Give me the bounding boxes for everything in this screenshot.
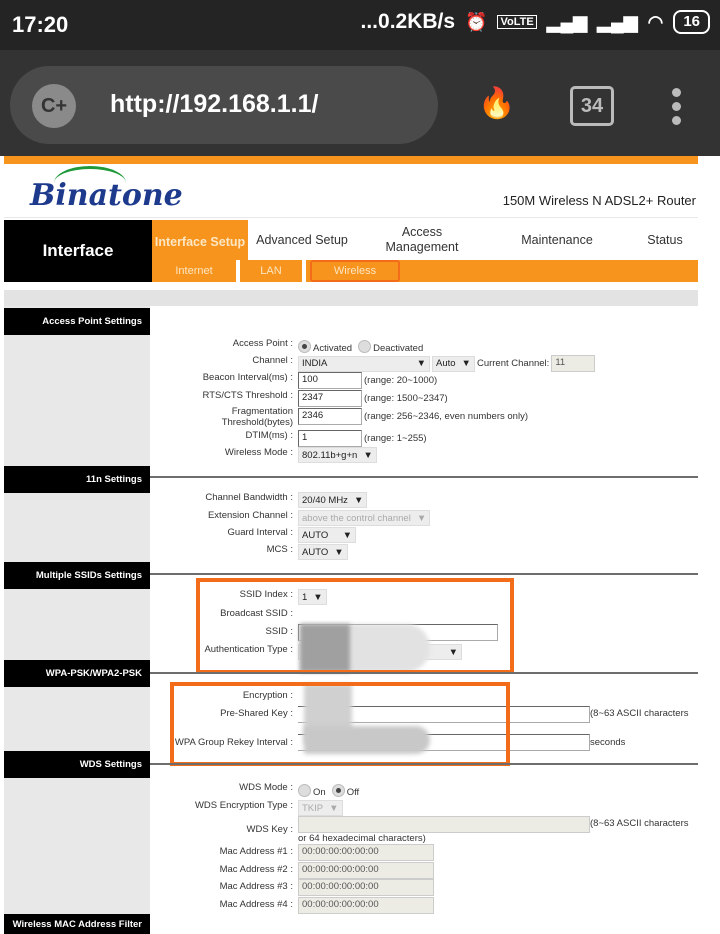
hint: (8~63 ASCII characters	[590, 708, 689, 719]
wds-key-row	[150, 818, 698, 844]
label: Mac Address #3 :	[219, 881, 293, 892]
mac-address-3-input: 00:00:00:00:00:00	[298, 879, 434, 896]
wireless-mode-select[interactable]	[298, 447, 377, 463]
select-value: INDIA	[302, 358, 328, 369]
wds-encryption-select	[298, 800, 343, 816]
label-line: Threshold(bytes)	[221, 417, 293, 428]
dropdown-arrow-icon: ▼	[448, 646, 458, 658]
select-value: 20/40 MHz	[302, 494, 348, 506]
hint: (range: 1500~2347)	[364, 393, 448, 404]
fragmentation-row	[150, 406, 698, 432]
label: DTIM(ms) :	[245, 430, 293, 441]
dtim-row	[150, 430, 698, 448]
activated-radio[interactable]	[298, 340, 311, 353]
tab-interface-setup[interactable]: Interface Setup	[152, 220, 248, 264]
dropdown-arrow-icon: ▼	[363, 449, 373, 461]
deactivated-radio[interactable]	[358, 340, 371, 353]
section-divider	[150, 763, 698, 765]
tab-status[interactable]: Status	[647, 232, 683, 247]
mcs-select[interactable]	[298, 544, 348, 560]
extension-channel-row	[150, 510, 698, 528]
select-value: 802.11b+g+n	[302, 449, 358, 461]
sidebar	[4, 306, 150, 926]
label: MCS :	[266, 544, 293, 555]
extension-channel-select	[298, 510, 430, 526]
label: Access Point :	[232, 338, 293, 349]
section-mac-filter: Wireless MAC Address Filter	[4, 914, 150, 934]
current-channel-field: 11	[551, 355, 595, 372]
hint: (range: 256~2346, even numbers only)	[364, 411, 528, 422]
highlight-ssid-box	[196, 578, 514, 674]
dropdown-arrow-icon: ▼	[353, 494, 364, 506]
dropdown-arrow-icon: ▼	[416, 512, 427, 524]
label	[222, 406, 293, 428]
wds-mode-row	[150, 782, 698, 800]
label: Mac Address #2 :	[219, 864, 293, 875]
channel-mode-select[interactable]	[432, 356, 475, 372]
wds-off-radio[interactable]	[332, 784, 345, 797]
label: RTS/CTS Threshold :	[202, 390, 293, 401]
label: WPA Group Rekey Interval :	[174, 737, 293, 748]
router-page	[4, 164, 698, 930]
tab-advanced-setup[interactable]: Advanced Setup	[256, 232, 348, 247]
status-bar	[0, 0, 720, 50]
section-wpa-psk: WPA-PSK/WPA2-PSK	[4, 660, 150, 687]
bandwidth-row	[150, 492, 698, 510]
section-access-point: Access Point Settings	[4, 308, 150, 335]
flame-icon[interactable]: 🔥	[478, 87, 516, 120]
page-top-border	[4, 156, 698, 164]
label: SSID :	[265, 626, 293, 637]
router-model: 150M Wireless N ADSL2+ Router	[502, 193, 696, 208]
label: Encryption :	[242, 690, 293, 701]
hint: or 64 hexadecimal characters)	[298, 833, 426, 844]
beacon-row	[150, 372, 698, 390]
label: Authentication Type :	[204, 644, 293, 655]
section-wds: WDS Settings	[4, 751, 150, 778]
hint: seconds	[590, 737, 626, 748]
label: Channel :	[252, 355, 293, 366]
wds-on-radio[interactable]	[298, 784, 311, 797]
network-speed: ...0.2KB/s	[360, 10, 456, 33]
rts-threshold-input[interactable]: 2347	[298, 390, 362, 407]
url-text[interactable]: http://192.168.1.1/	[110, 90, 319, 118]
hint: (range: 20~1000)	[364, 375, 438, 386]
label: Beacon Interval(ms) :	[202, 372, 293, 383]
volte-icon: VoLTE	[497, 15, 536, 29]
main-nav	[152, 220, 698, 260]
label: Extension Channel :	[207, 510, 293, 521]
nav-section-title: Interface	[4, 220, 152, 282]
select-value: 1	[302, 591, 308, 603]
wds-off-label: Off	[346, 787, 360, 798]
beacon-interval-input[interactable]: 100	[298, 372, 362, 389]
channel-region-select[interactable]	[298, 356, 430, 372]
signal-icon: ▂▄▆	[597, 11, 638, 32]
tab-maintenance[interactable]: Maintenance	[521, 232, 593, 247]
label: Mac Address #1 :	[219, 846, 293, 857]
access-point-row	[150, 338, 698, 356]
channel-row	[150, 355, 698, 373]
tab-access-management[interactable]: Access Management	[385, 225, 459, 254]
subtab-internet[interactable]: Internet	[175, 265, 213, 277]
label: SSID Index :	[239, 589, 293, 600]
guard-interval-select[interactable]	[298, 527, 356, 543]
subtab-wireless[interactable]: Wireless	[310, 260, 400, 282]
wireless-mode-row	[150, 447, 698, 465]
label: Broadcast SSID :	[220, 608, 293, 619]
select-value: Auto	[436, 358, 456, 369]
select-value: AUTO	[302, 546, 329, 558]
select-value: above the control channel	[302, 512, 411, 524]
mac-address-row	[150, 899, 698, 917]
dtim-input[interactable]: 1	[298, 430, 362, 447]
activated-label: Activated	[313, 343, 353, 354]
channel-bandwidth-select[interactable]	[298, 492, 367, 508]
tab-switcher-button[interactable]: 34	[570, 86, 614, 126]
brand-logo: Binatone	[30, 178, 183, 213]
menu-icon[interactable]	[668, 88, 684, 125]
wifi-icon: ◠	[647, 11, 664, 32]
browser-toolbar	[0, 50, 720, 156]
hint: (8~63 ASCII characters	[590, 818, 689, 829]
select-value: TKIP	[302, 802, 324, 814]
label: Pre-Shared Key :	[220, 708, 293, 719]
label: Mac Address #4 :	[219, 899, 293, 910]
address-bar[interactable]	[10, 66, 438, 144]
section-divider	[150, 476, 698, 478]
security-badge-icon[interactable]: C+	[32, 84, 76, 128]
section-divider	[150, 573, 698, 575]
dropdown-arrow-icon: ▼	[329, 802, 339, 814]
highlight-wpa-box	[170, 682, 510, 766]
guard-interval-row	[150, 527, 698, 545]
label-line: Fragmentation	[231, 406, 293, 417]
label: WDS Mode :	[239, 782, 293, 793]
signal-icon: ▂▄▆	[546, 11, 588, 32]
grey-spacer	[4, 290, 698, 306]
dropdown-arrow-icon: ▼	[416, 358, 426, 369]
label: Guard Interval :	[227, 527, 293, 538]
label: WDS Encryption Type :	[194, 800, 293, 811]
select-value: AUTO	[302, 529, 329, 541]
section-multiple-ssids: Multiple SSIDs Settings	[4, 562, 150, 589]
alarm-icon: ⏰	[465, 11, 488, 32]
mac-address-4-input: 00:00:00:00:00:00	[298, 897, 434, 914]
dropdown-arrow-icon: ▼	[334, 546, 344, 558]
label: WDS Key :	[246, 824, 293, 835]
subnav-divider	[302, 260, 306, 282]
hint: (range: 1~255)	[364, 433, 427, 444]
fragmentation-threshold-input[interactable]: 2346	[298, 408, 362, 425]
header-divider	[4, 217, 698, 218]
sub-nav	[152, 260, 698, 282]
dropdown-arrow-icon: ▼	[313, 591, 323, 603]
label: Channel Bandwidth :	[205, 492, 293, 503]
mac-address-1-input: 00:00:00:00:00:00	[298, 844, 434, 861]
dropdown-arrow-icon: ▼	[342, 529, 352, 541]
mcs-row	[150, 544, 698, 562]
wds-on-label: On	[313, 787, 326, 798]
battery-icon: 16	[673, 10, 710, 34]
label: Current Channel:	[476, 358, 550, 369]
deactivated-label: Deactivated	[373, 343, 424, 354]
dropdown-arrow-icon: ▼	[461, 358, 471, 369]
mac-address-2-input: 00:00:00:00:00:00	[298, 862, 434, 879]
label: Wireless Mode :	[224, 447, 293, 458]
clock: 17:20	[12, 12, 69, 37]
wds-key-input	[298, 816, 590, 833]
subtab-lan[interactable]: LAN	[260, 265, 282, 277]
section-divider	[150, 672, 698, 674]
section-11n: 11n Settings	[4, 466, 150, 493]
